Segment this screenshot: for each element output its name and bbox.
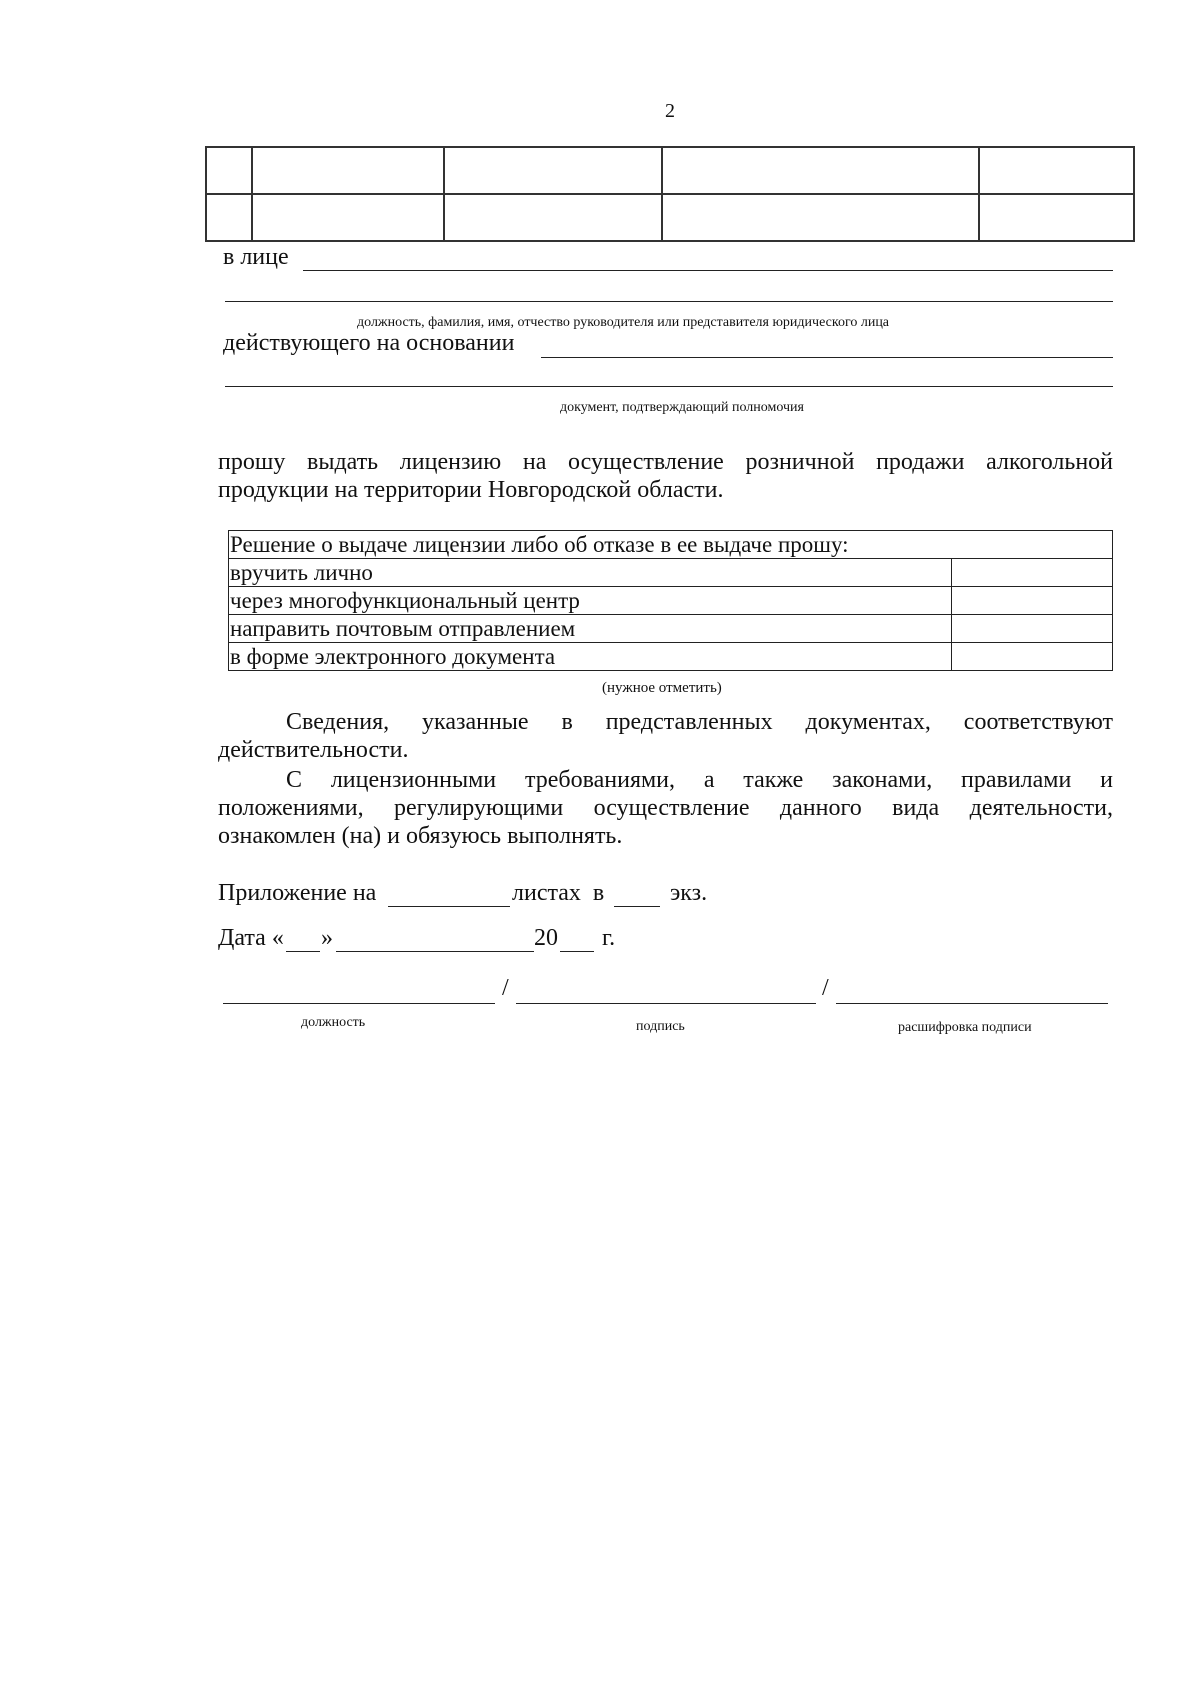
delivery-option-label: направить почтовым отправлением [229,615,952,643]
attachment-prefix: Приложение на [218,880,377,906]
delivery-method-table [228,530,1113,671]
date-month-line[interactable] [336,951,534,952]
table-cell[interactable] [206,147,252,194]
delivery-header: Решение о выдаче лицензии либо об отказе в ее выдаче прошу: [229,531,1113,559]
attachment-suffix: экз. [670,880,708,906]
table-cell[interactable] [444,147,662,194]
table-row [206,147,1134,194]
table-cell[interactable] [252,194,444,241]
delivery-option-checkbox[interactable] [952,643,1113,671]
basis-caption: документ, подтверждающий полномочия [560,400,804,415]
representative-line-2[interactable] [225,301,1113,302]
page-number: 2 [665,100,675,122]
basis-line-2[interactable] [225,386,1113,387]
table-row [229,643,1113,671]
table-row [229,615,1113,643]
applicant-table [205,146,1135,242]
request-paragraph [218,448,1113,504]
v-litse-label: в лице [223,244,289,270]
statement-accuracy [218,708,1113,764]
date-year-prefix: 20 [534,925,558,951]
table-row [229,559,1113,587]
delivery-note: (нужное отметить) [602,680,722,696]
signature-separator: / [502,975,509,1001]
attachment-middle: листах в [512,880,605,906]
table-row [229,531,1113,559]
position-line[interactable] [223,1003,495,1004]
position-caption: должность [301,1015,366,1030]
table-row [206,194,1134,241]
representative-caption: должность, фамилия, имя, отчество руководителя или представителя юридического лица [357,315,890,330]
signature-separator: / [822,975,829,1001]
table-cell[interactable] [252,147,444,194]
statement-requirements [218,766,1113,850]
statement-line: действительности. [218,737,409,763]
date-year-line[interactable] [560,951,594,952]
statement-line: ознакомлен (на) и обязуюсь выполнять. [218,823,623,849]
attachment-sheets-line[interactable] [388,906,510,907]
table-cell[interactable] [979,194,1134,241]
attachment-copies-line[interactable] [614,906,660,907]
date-day-line[interactable] [286,951,320,952]
representative-line[interactable] [303,270,1113,271]
table-cell[interactable] [662,147,979,194]
basis-line[interactable] [541,357,1113,358]
statement-line: Сведения, указанные в представленных документах, соответствуют [286,709,1113,735]
transcript-line[interactable] [836,1003,1108,1004]
statement-line: положениями, регулирующими осуществление данного вида деятельности, [218,795,1113,821]
delivery-option-checkbox[interactable] [952,559,1113,587]
statement-line: С лицензионными требованиями, а также законами, правилами и [286,767,1113,793]
request-line: прошу выдать лицензию на осуществление розничной продажи алкогольной [218,449,1113,475]
table-cell[interactable] [206,194,252,241]
transcript-caption: расшифровка подписи [898,1020,1032,1035]
delivery-option-checkbox[interactable] [952,587,1113,615]
delivery-option-label: в форме электронного документа [229,643,952,671]
table-row [229,587,1113,615]
date-quote-close: » [321,925,333,951]
basis-label: действующего на основании [223,330,515,356]
request-line: продукции на территории Новгородской области. [218,477,724,503]
date-suffix: г. [602,925,616,951]
delivery-option-label: вручить лично [229,559,952,587]
table-cell[interactable] [444,194,662,241]
date-prefix: Дата « [218,925,284,951]
delivery-option-checkbox[interactable] [952,615,1113,643]
table-cell[interactable] [662,194,979,241]
table-cell[interactable] [979,147,1134,194]
signature-line[interactable] [516,1003,816,1004]
delivery-option-label: через многофункциональный центр [229,587,952,615]
signature-caption: подпись [636,1019,685,1034]
